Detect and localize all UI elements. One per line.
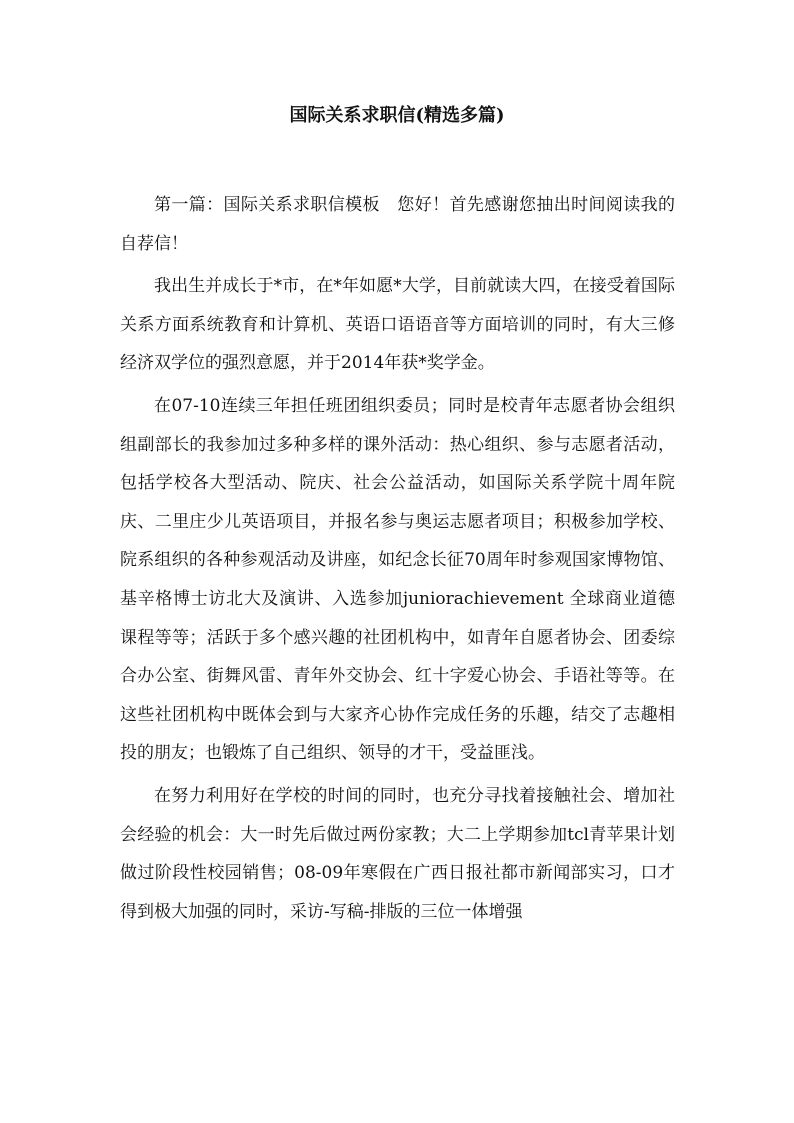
document-body [120, 186, 675, 931]
paragraph-intro: 第一篇：国际关系求职信模板 您好！首先感谢您抽出时间阅读我的自荐信！ [120, 195, 675, 254]
paragraph-background: 我出生并成长于*市，在*年如愿*大学，目前就读大四，在接受着国际关系方面系统教育和计算机、英语口语语音等方面培训的同时，有大三修经济双学位的强烈意愿，并于2014年获*奖学金。 [120, 276, 675, 374]
paragraph-experience: 在努力利用好在学校的时间的同时，也充分寻找着接触社会、增加社会经验的机会：大一时先后做过两份家教；大二上学期参加tcl青苹果计划做过阶段性校园销售；08-09年寒假在广西日报社都市新闻部实习，口才得到极大加强的同时，采访-写稿-排版的三位一体增强 [120, 785, 675, 922]
document-title: 国际关系求职信(精选多篇) [289, 105, 505, 126]
paragraph-activities: 在07-10连续三年担任班团组织委员；同时是校青年志愿者协会组织组副部长的我参加过多种多样的课外活动：热心组织、参与志愿者活动，包括学校各大型活动、院庆、社会公益活动，如国际关系学院十周年院庆、二里庄少儿英语项目，并报名参与奥运志愿者项目；积极参加学校、院系组织的各种参观活动及讲座，如纪念长征70周年时参观国家博物馆、基辛格博士访北大及演讲、入选参加juniorachievement 全球商业道德课程等等；活跃于多个感兴趣的社团机构中，如青年自愿者协会、团委综合办公室、街舞风雷、青年外交协会、红十字爱心协会、手语社等等。在这些社团机构中既体会到与大家齐心协作完成任务的乐趣，结交了志趣相投的朋友；也锻炼了自己组织、领导的才干，受益匪浅。 [120, 395, 675, 764]
